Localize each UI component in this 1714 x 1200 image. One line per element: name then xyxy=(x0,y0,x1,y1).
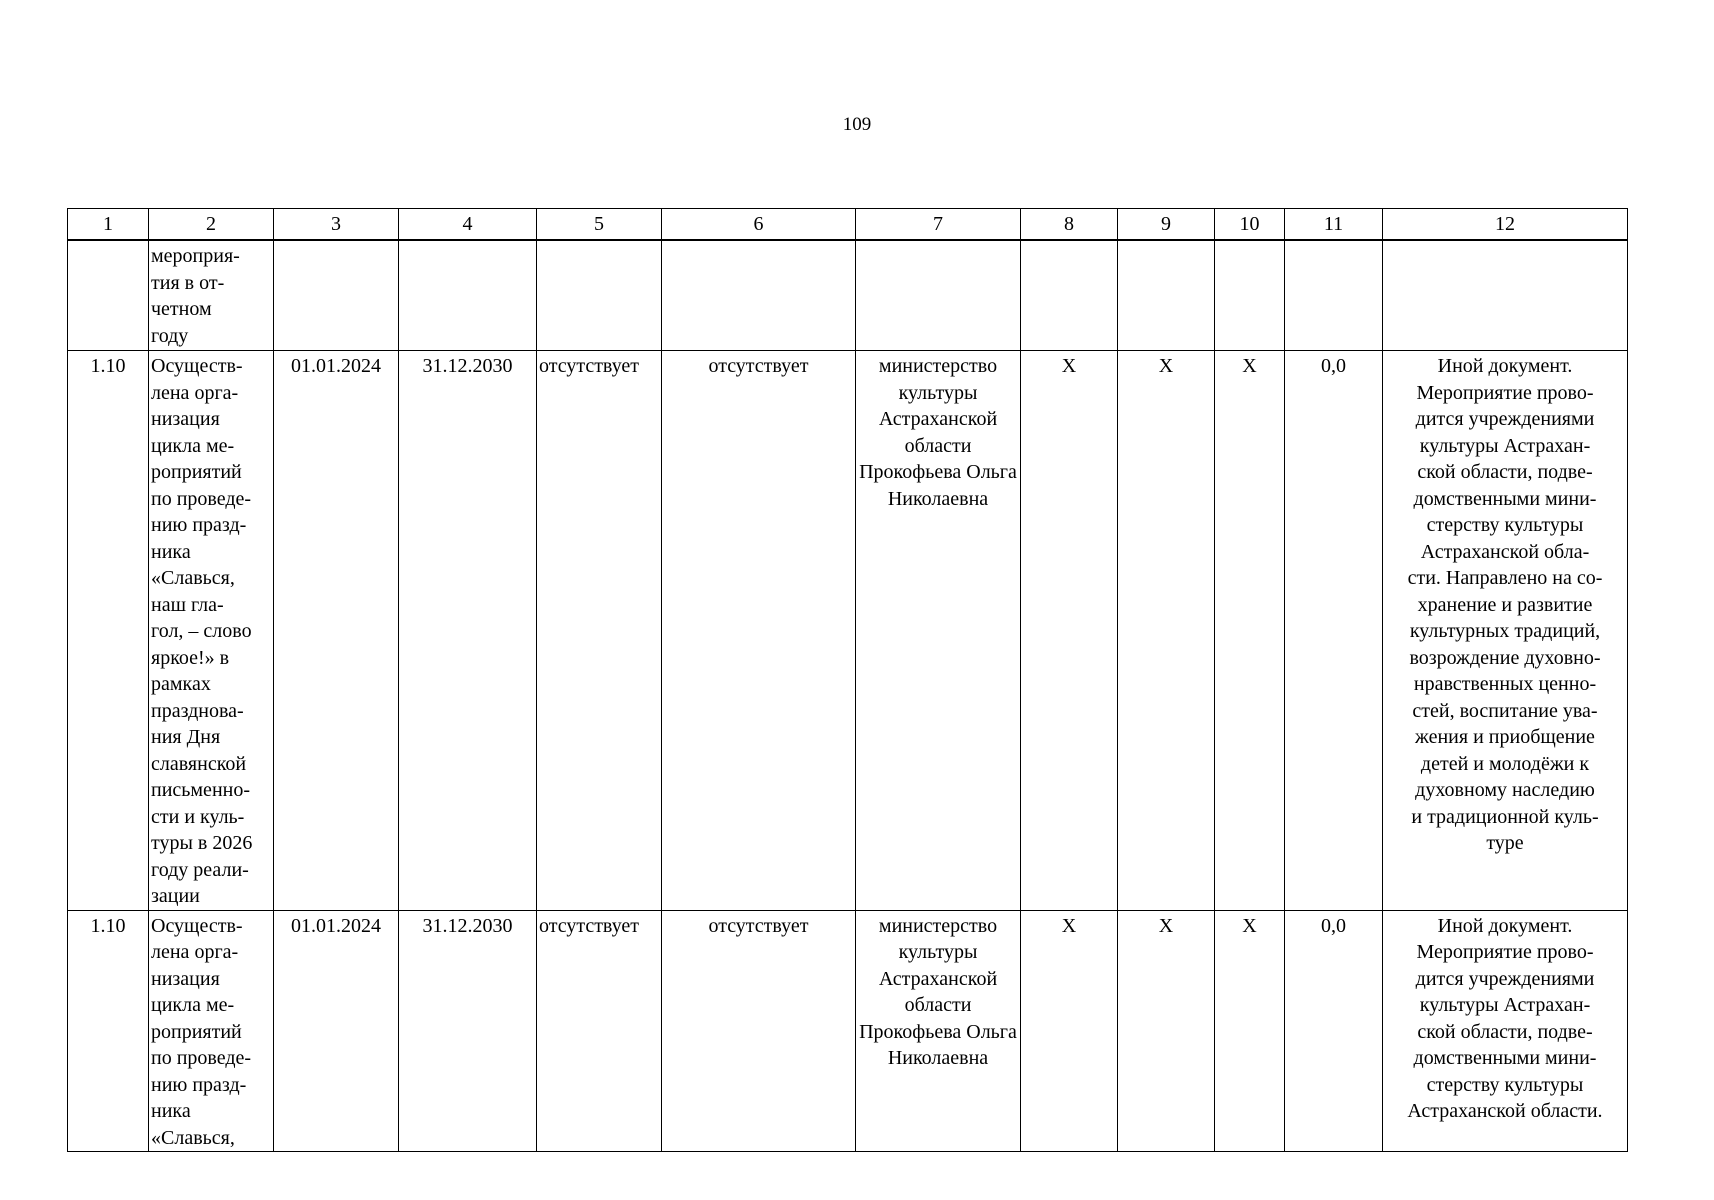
table-row xyxy=(68,910,1628,1152)
start-date-cell: 01.01.2024 xyxy=(274,351,399,911)
row-number-cell: 1.10 xyxy=(68,910,149,1152)
responsible-cell: министерство культуры Астраханской области Прокофьева Ольга Николаевна xyxy=(856,910,1021,1152)
column-header: 5 xyxy=(537,209,662,241)
table-cell xyxy=(662,240,856,351)
measure-name-cell: Осуществ- лена орга- низация цикла ме- роприятий по проведе- нию празд- ника «Славься, xyxy=(149,910,274,1152)
note-cell: Иной документ. Мероприятие прово- дится учреждениями культуры Астрахан- ской области, подве- домственными мини- стерству культуры Астраханской обла- сти. Направлено на со- хранение и развитие культурных традиций, возрождение духовно- нравственных ценно- стей, воспитание ува- жения и приобщение детей и молодёжи к духовному наследию и традиционной куль- туре xyxy=(1383,351,1628,911)
table-cell: X xyxy=(1021,910,1118,1152)
responsible-cell xyxy=(856,240,1021,351)
measure-name-cell: Осуществ- лена орга- низация цикла ме- роприятий по проведе- нию празд- ника «Славься, наш гла- гол, – слово яркое!» в рамках празднова- ния Дня славянской письменно- сти и куль- туры в 2026 году реали- зации xyxy=(149,351,274,911)
table-cell: X xyxy=(1118,351,1215,911)
page-number: 109 xyxy=(842,114,872,135)
table-cell: X xyxy=(1021,351,1118,911)
report-table xyxy=(67,208,1628,1152)
column-header: 12 xyxy=(1383,209,1628,241)
measure-name-cell: мероприя- тия в от- четном году xyxy=(149,240,274,351)
amount-cell xyxy=(1285,240,1383,351)
column-number-row xyxy=(68,209,1628,241)
responsible-cell: министерство культуры Астраханской области Прокофьева Ольга Николаевна xyxy=(856,351,1021,911)
column-header: 6 xyxy=(662,209,856,241)
table-row xyxy=(68,240,1628,351)
start-date-cell xyxy=(274,240,399,351)
table-cell: отсутствует xyxy=(537,351,662,911)
end-date-cell xyxy=(399,240,537,351)
column-header: 4 xyxy=(399,209,537,241)
amount-cell: 0,0 xyxy=(1285,351,1383,911)
row-number-cell: 1.10 xyxy=(68,351,149,911)
note-cell: Иной документ. Мероприятие прово- дится учреждениями культуры Астрахан- ской области, подве- домственными мини- стерству культуры Астраханской области. xyxy=(1383,910,1628,1152)
column-header: 3 xyxy=(274,209,399,241)
table-cell: отсутствует xyxy=(537,910,662,1152)
column-header: 8 xyxy=(1021,209,1118,241)
column-header: 11 xyxy=(1285,209,1383,241)
table-cell xyxy=(1118,240,1215,351)
table-cell: X xyxy=(1118,910,1215,1152)
table-cell xyxy=(537,240,662,351)
column-header: 9 xyxy=(1118,209,1215,241)
note-cell xyxy=(1383,240,1628,351)
column-header: 10 xyxy=(1215,209,1285,241)
end-date-cell: 31.12.2030 xyxy=(399,351,537,911)
end-date-cell: 31.12.2030 xyxy=(399,910,537,1152)
table-cell xyxy=(1215,240,1285,351)
column-header: 7 xyxy=(856,209,1021,241)
column-header: 1 xyxy=(68,209,149,241)
start-date-cell: 01.01.2024 xyxy=(274,910,399,1152)
column-header: 2 xyxy=(149,209,274,241)
amount-cell: 0,0 xyxy=(1285,910,1383,1152)
table-cell: X xyxy=(1215,351,1285,911)
table-row xyxy=(68,351,1628,911)
table-cell: отсутствует xyxy=(662,910,856,1152)
table-cell xyxy=(1021,240,1118,351)
table-cell: X xyxy=(1215,910,1285,1152)
row-number-cell xyxy=(68,240,149,351)
table-cell: отсутствует xyxy=(662,351,856,911)
